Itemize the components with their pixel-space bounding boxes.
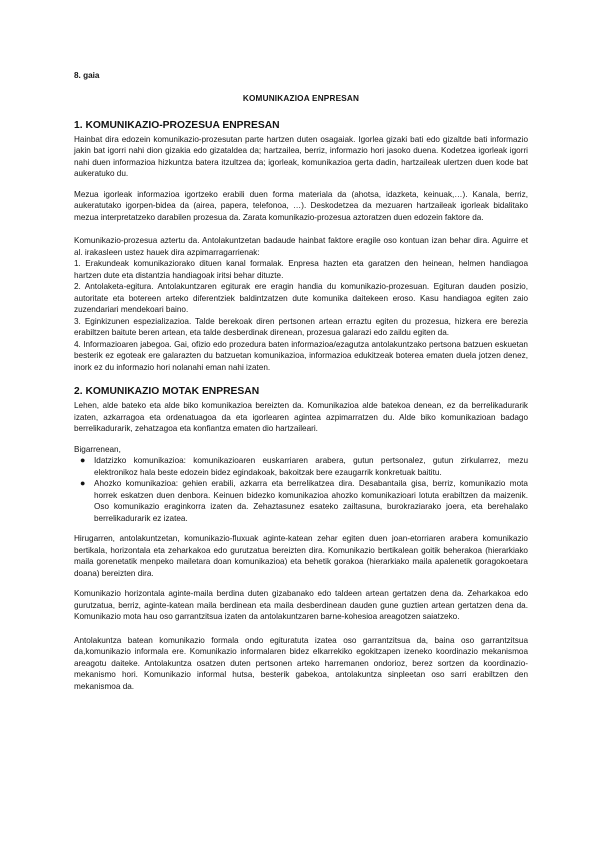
page-title: KOMUNIKAZIOA ENPRESAN (242, 93, 360, 103)
section-2-paragraph: Bigarrenean, (74, 444, 121, 454)
list-item-text: Ahozko komunikazioa: gehien erabili, azkarra eta berrelikatzea dira. Desabantaila gisa, berriz, komunikazio mota horrek eskatzen duen denbora. Keinuen bidezko komunikazioa ahozko komunikazioari lotuta erabiltzen da maizenik. Oso komunikazio eraginkorra izaten da. Zehaztasunez esateko zailtasuna, burokraziarako joera, eta berehalako berrelikadurarik ez izatea. (94, 479, 528, 523)
factor-item: 4. Informazioaren jabegoa. Gai, ofizio edo prozedura baten informazioa/ezagutza antolakuntzako pertsona batzuen eskuetan besterik ez egoteak ere galarazten du batzuetan komunikazioa, informazioa edukitzeak boterea ematen duela jotzen denez, inork ez du informazio hori nolanahi eman nahi izaten. (74, 339, 528, 372)
document-body (74, 70, 528, 692)
topic-label: 8. gaia (74, 71, 100, 80)
factor-item: 3. Eginkizunen espezializazioa. Talde berekoak diren pertsonen artean erraztu egiten du prozesua, hizkera ere berezia erabiltzen baitute beren artean, eta talde desberdinak direnean, prozesua galarazi edo zaildu egiten da. (74, 316, 528, 337)
factor-item: 2. Antolaketa-egitura. Antolakuntzaren egiturak ere eragin handia du komunikazio-prozesuan. Egituran dauden posizio, autoritate eta botereen arteko diferentziek baldintzatzen dute komunika daitekeen eroso. Kasu handiagoa egiten zaio zuzendariari mendekoari baino. (74, 282, 528, 314)
section-2-paragraph: Hirugarren, antolakuntzetan, komunikazio-fluxuak aginte-katean zehar egiten duen joan-etorriaren arabera komunikazio bertikala, horizontala eta zeharkakoa edo gurutzatua bereizten dira. Komunikazio bertikalean goitik beherakoa (hierarkiako maila gorenetatik menpeko mailetara doan komunikazioa) eta behetik gorakoa (hierarkiako maila apalenetik goragokoetara doana) bereizten dira. (74, 534, 528, 578)
factor-item: 1. Erakundeak komunikaziorako dituen kanal formalak. Enpresa hazten eta garatzen den heinean, helmen handiagoa hartzen dute eta distantzia handiagoak iritsi behar dituzte. (74, 259, 528, 280)
bullet-list (74, 455, 528, 524)
section-1-paragraph: Mezua igorleak informazioa igortzeko erabili duen forma materiala da (ahotsa, idazketa, keinuak,…). Kanala, berriz, aukeratutako igorpen-bidea da (airea, papera, telefonoa, …). Deskodetzea da mezuaren hartzaileak igorleak bidalitako mezua interpretatzeko darabilen prozesua da. Zarata komunikazio-prozesua aztoratzen duen edozein faktore da. (74, 189, 528, 222)
section-2-paragraph: Komunikazio horizontala aginte-maila berdina duten gizabanako edo taldeen artean gertatzen dena da. Zeharkakoa edo gurutzatua, berriz, aginte-katean maila berdinean eta maila desberdinean dauden gune guztien artean gertatzen dena da. Komunikazio mota hau oso garrantzitsua izaten da antolakuntzaren barne-kohesioa areagotzen saiatzeko. (74, 589, 528, 621)
bullet-icon: ● (80, 478, 86, 488)
list-item (80, 455, 528, 478)
bullet-icon: ● (80, 455, 86, 465)
list-item (80, 478, 528, 524)
section-2-paragraph: Antolakuntza batean komunikazio formala ondo egituratuta izatea oso garrantzitsua da, baina oso garrantzitsua da,komunikazio informala ere. Komunikazio informalaren bidez elkarrekiko egokitzapen izeneko koordinazio mekanismoa areagotu daiteke. Antolakuntza osatzen duten pertsonen arteko harremanen ondorioz, berez sortzen da koordinazio-mekanismo hori. Komunikazio informal hutsa, besterik gabekoa, antolakuntza sinpleetan oso sarri erabiltzen den mekanismoa da. (74, 635, 528, 691)
section-1-paragraph: Komunikazio-prozesua aztertu da. Antolakuntzetan badaude hainbat faktore eragile oso kontuan izan behar dira. Aguirre et al. irakasleen ustez hauek dira azpimarragarrienak: (74, 236, 528, 257)
section-1-heading: 1. KOMUNIKAZIO-PROZESUA ENPRESAN (74, 119, 280, 131)
section-1-paragraph: Hainbat dira edozein komunikazio-prozesutan parte hartzen duten osagaiak. Igorlea gizaki bati edo gizaltde bati informazio jakin bat igorri nahi dion gizakia edo gizataldea da; hartzailea, berriz, informazio hori jasoko duena. Kodetzea igorleak igorri nahi duen informazioa hizkuntza batera itzultzea da; igorleak, komunikazioa gerta dadin, hartzaileak ulertzen duen kode bat aukeratuko du. (74, 134, 528, 178)
list-item-text: Idatzizko komunikazioa: komunikazioaren euskarriaren arabera, gutun pertsonalez, gutun zirkularrez, mezu elektronikoz hala beste edozein bidez egindakoak, bakoitzak bere ezaugarrik konkretuak baititu. (94, 456, 528, 477)
section-2-paragraph: Lehen, alde bateko eta alde biko komunikazioa bereizten da. Komunikazioa alde batekoa denean, ez da berrelikadurarik izaten, azkarragoa eta ordenatuagoa da eta igorlearen agintea azpimarratzen du. Alde biko komunikazioan badago berrelikadurarik, zehatzagoa eta konfiantza ematen dio hartzaileari. (74, 401, 528, 433)
factor-list (74, 258, 528, 373)
section-2-heading: 2. KOMUNIKAZIO MOTAK ENPRESAN (74, 386, 260, 397)
